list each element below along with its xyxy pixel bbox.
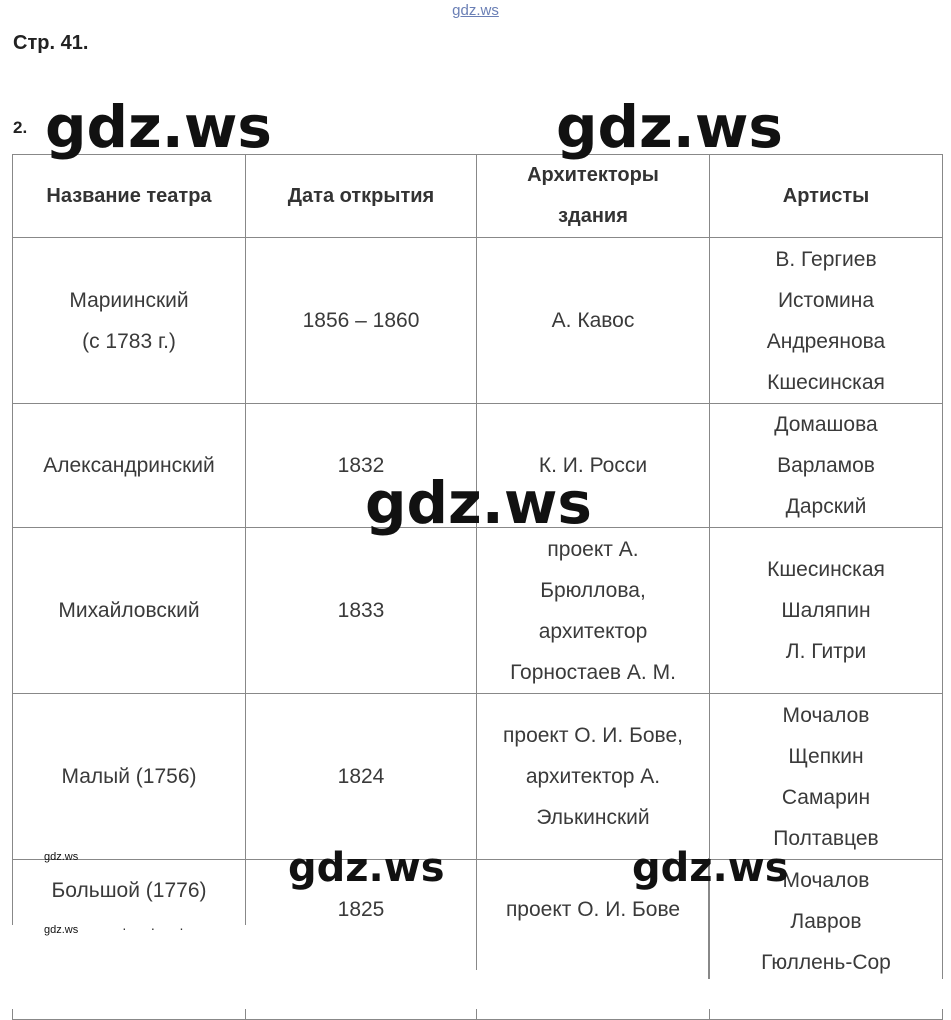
cell-line: Самарин <box>781 785 871 809</box>
column-divider <box>476 858 477 970</box>
cell-line: А. Кавос <box>551 309 635 332</box>
page-reference: Стр. 41. <box>13 32 89 54</box>
cell-line: Щепкин <box>788 744 864 768</box>
table-header-row <box>13 155 943 238</box>
cell-opening-date: 1856 – 1860 <box>246 238 477 404</box>
cell-artists <box>710 694 943 860</box>
scan-artifact: · · · <box>122 920 194 936</box>
cell-line: Шаляпин <box>781 599 871 622</box>
watermark: gdz.ws <box>365 469 592 537</box>
cell-artists <box>710 238 943 404</box>
cell-opening-date: 1825 <box>246 860 477 1020</box>
cell-line: (с 1783 г.) <box>82 329 176 353</box>
cell-line: Дарский <box>785 495 867 518</box>
cell-line: Лавров <box>790 910 862 933</box>
cell-line: Горностаев А. М. <box>510 660 676 684</box>
cell-line: Мочалов <box>782 703 870 727</box>
watermark-small: gdz.ws <box>44 924 79 936</box>
cell-line: Кшесинская <box>767 558 885 581</box>
cell-line: Кшесинская <box>767 370 885 394</box>
cell-line: Александринский <box>43 454 215 477</box>
cell-opening-date: 1833 <box>246 528 477 694</box>
cell-line: Андреянова <box>766 329 886 353</box>
cell-opening-date: 1824 <box>246 694 477 860</box>
crop-mask <box>0 925 476 1009</box>
cell-theatre-name <box>13 694 246 860</box>
crop-mask <box>476 970 709 1009</box>
header-artists: Артисты <box>710 155 943 238</box>
cell-artists <box>710 404 943 528</box>
cell-line: Полтавцев <box>773 826 879 850</box>
watermark-small: gdz.ws <box>44 851 79 863</box>
watermark: gdz.ws <box>45 93 272 161</box>
cell-line: проект О. И. Бове, <box>503 724 683 747</box>
header-opening-date: Дата открытия <box>246 155 477 238</box>
table-row <box>13 694 943 860</box>
table-row <box>13 238 943 404</box>
header-architects: Архитекторы здания <box>477 155 710 238</box>
cell-line: Истомина <box>777 288 875 312</box>
cell-line: Гюллень-Сор <box>761 951 891 974</box>
cell-line: Мочалов <box>782 869 870 892</box>
cell-line: Большой (1776) <box>51 879 207 902</box>
watermark: gdz.ws <box>632 845 789 891</box>
cell-line: Малый (1756) <box>61 765 197 788</box>
cell-line: В. Гергиев <box>775 247 877 271</box>
crop-mask <box>709 979 951 1009</box>
header-theatre-name: Название театра <box>13 155 246 238</box>
cell-line: архитектор <box>538 619 648 643</box>
cell-line: архитектор А. <box>525 765 661 788</box>
cell-line: Варламов <box>777 454 875 477</box>
task-number: 2. <box>13 118 28 137</box>
cell-theatre-name <box>13 238 246 404</box>
cell-line: Брюллова, <box>540 578 646 602</box>
cell-architects <box>477 528 710 694</box>
cell-line: Л. Гитри <box>785 640 867 663</box>
cell-opening-date: 1832 <box>246 404 477 528</box>
watermark-link-top[interactable]: gdz.ws <box>452 2 499 19</box>
cell-line: Домашова <box>774 413 878 436</box>
cell-architects <box>477 238 710 404</box>
cell-line: проект О. И. Бове <box>505 898 681 921</box>
cell-line: Мариинский <box>69 288 189 312</box>
theatres-table <box>12 154 943 1020</box>
cell-line: проект А. <box>547 537 639 561</box>
table-row <box>13 528 943 694</box>
cell-line: Элькинский <box>536 806 650 829</box>
watermark: gdz.ws <box>288 845 445 891</box>
watermark: gdz.ws <box>556 93 783 161</box>
cell-architects <box>477 694 710 860</box>
cell-theatre-name <box>13 404 246 528</box>
cell-theatre-name <box>13 528 246 694</box>
cell-line: К. И. Росси <box>538 454 648 477</box>
cell-line: Михайловский <box>58 599 200 622</box>
cell-artists <box>710 528 943 694</box>
